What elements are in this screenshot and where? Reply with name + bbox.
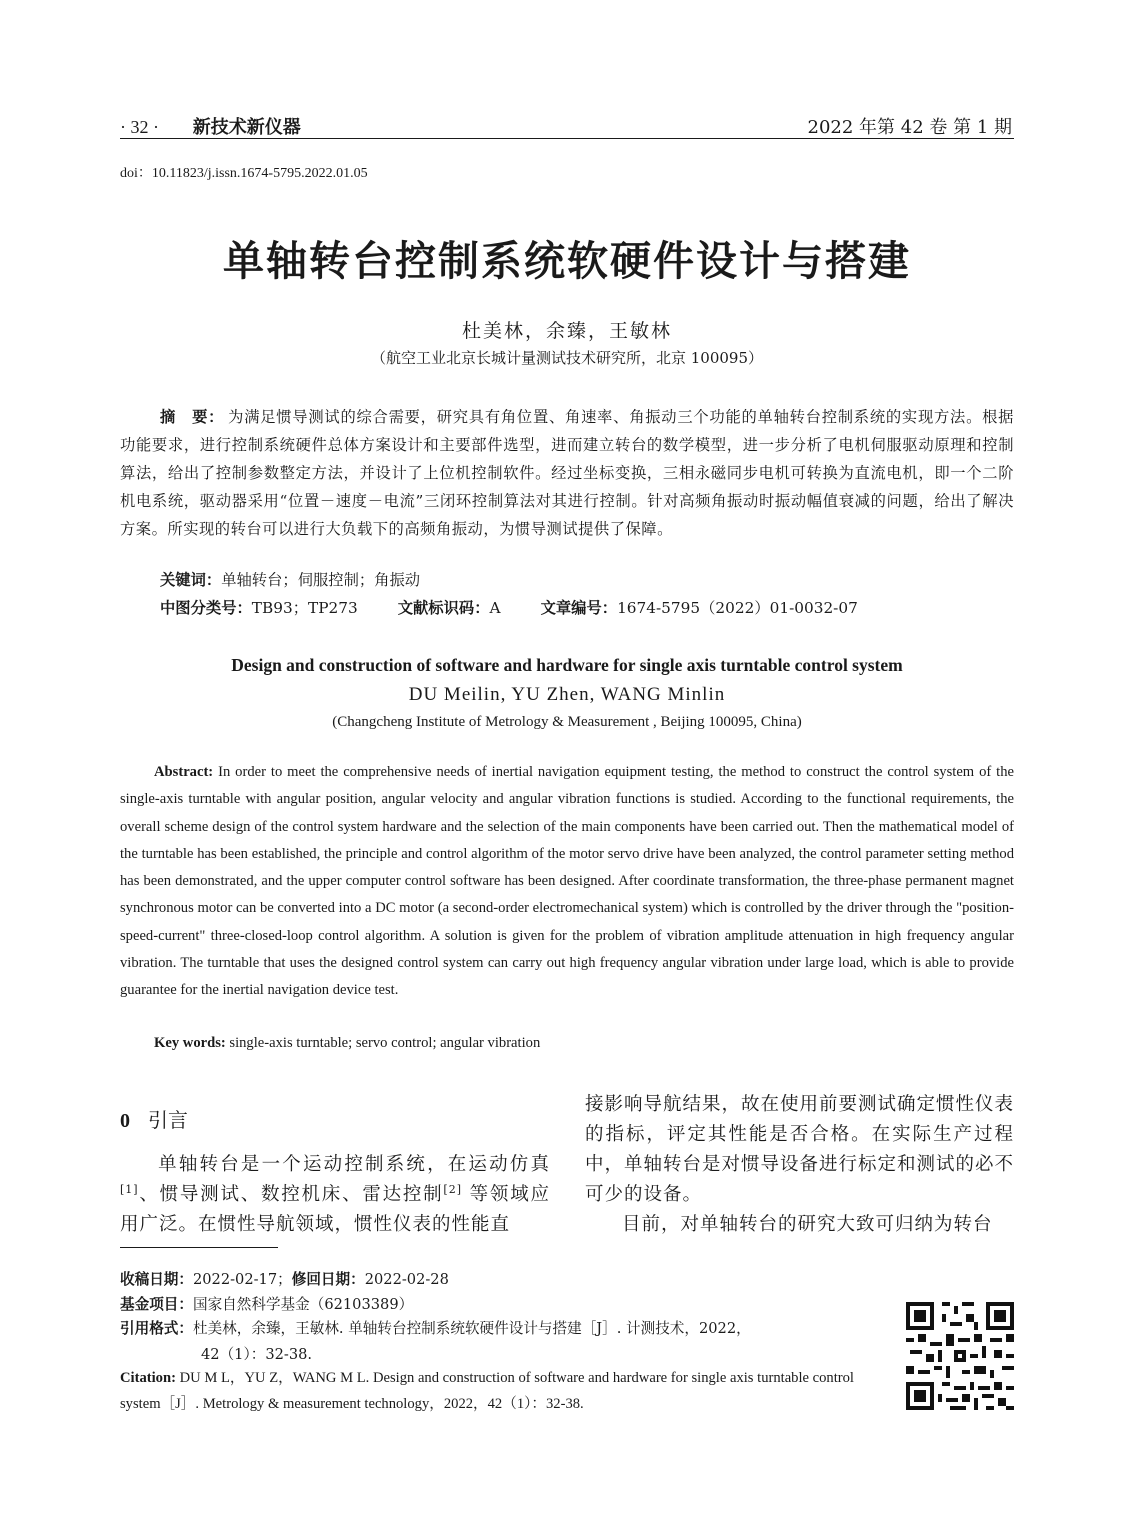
english-keywords [154,1035,540,1052]
paper-title: 单轴转台控制系统软硬件设计与搭建 [223,237,911,285]
cite-cn-label: 引用格式： [120,1320,193,1337]
chinese-abstract [120,403,1014,543]
english-title: Design and construction of software and hardware for single axis turntable control system [231,655,903,675]
body-column-right [585,1090,1014,1240]
keywords-text: 单轴转台；伺服控制；角振动 [221,571,421,589]
page-number: · 32 · [120,117,159,137]
footnote-rule [120,1247,278,1248]
citation-ref: [1] [120,1182,139,1196]
authors: 杜美林，余臻，王敏林 [461,320,672,342]
chinese-keywords [160,568,420,590]
abstract-label: 摘 要： [160,408,225,426]
footnote-fund [120,1293,413,1314]
article-number-value: 1674-5795（2022）01-0032-07 [617,599,858,617]
doc-code-value: A [489,599,501,617]
body-column-left [120,1150,550,1240]
body-text: 等领域应用广泛。在惯性导航领域，惯性仪表的性能直 [120,1184,550,1235]
doi: doi：10.11823/j.issn.1674-5795.2022.01.05 [120,166,368,181]
fund-label: 基金项目： [120,1296,193,1313]
citation-ref: [2] [443,1182,463,1196]
running-header-left [120,113,301,139]
revised-value: 2022-02-28 [364,1271,449,1288]
body-paragraph: 目前，对单轴转台的研究大致可归纳为转台 [622,1214,993,1235]
english-authors: DU Meilin, YU Zhen, WANG Minlin [408,684,726,705]
footnote-citation-cn [120,1316,880,1368]
fund-value: 国家自然科学基金（62103389） [192,1296,414,1313]
english-abstract [120,759,1014,1005]
footnote-citation-en [120,1365,880,1417]
english-keywords-label: Key words: [154,1035,226,1051]
journal-section-name: 新技术新仪器 [192,117,301,138]
body-text: 单轴转台是一个运动控制系统，在运动仿真 [157,1154,550,1175]
clc-label: 中图分类号： [160,599,252,617]
section-number: 0 [120,1110,130,1132]
affiliation: （航空工业北京长城计量测试技术研究所，北京 100095） [370,349,764,367]
section-title: 引言 [148,1108,188,1132]
doc-code-label: 文献标识码： [397,599,490,617]
footnote-dates [120,1268,449,1289]
header-rule [120,138,1014,139]
revised-label: 修回日期： [291,1271,365,1288]
body-paragraph: 接影响导航结果，故在使用前要测试确定惯性仪表的指标，评定其性能是否合格。在实际生产过程中，单轴转台是对惯导设备进行标定和测试的必不可少的设备。 [585,1094,1015,1205]
cite-cn-value-cont: 42（1）：32-38. [201,1346,313,1363]
issue-info: 2022 年第 42 卷 第 1 期 [807,117,1012,138]
classification-line [160,596,898,618]
qr-code-icon [906,1302,1014,1410]
cite-en-label: Citation: [120,1370,176,1386]
clc-value: TB93；TP273 [251,599,358,617]
received-label: 收稿日期： [120,1271,193,1288]
cite-cn-value: 杜美林，余臻，王敏林. 单轴转台控制系统软硬件设计与搭建［J］. 计测技术，2022， [192,1320,751,1337]
english-affiliation: (Changcheng Institute of Metrology & Measurement , Beijing 100095, China) [332,714,802,730]
abstract-text: 为满足惯导测试的综合需要，研究具有角位置、角速率、角振动三个功能的单轴转台控制系统的实现方法。根据功能要求，进行控制系统硬件总体方案设计和主要部件选型，进而建立转台的数学模型，进一步分析了电机伺服驱动原理和控制算法，给出了控制参数整定方法，并设计了上位机控制软件。经过坐标变换，三相永磁同步电机可转换为直流电机，即一个二阶机电系统，驱动器采用“位置－速度－电流”三闭环控制算法对其进行控制。针对高频角振动时振动幅值衰减的问题，给出了解决方案。所实现的转台可以进行大负载下的高频角振动，为惯导测试提供了保障。 [120,408,1014,538]
section-heading [120,1104,188,1133]
english-abstract-label: Abstract: [154,764,214,780]
keywords-label: 关键词： [160,571,222,589]
english-abstract-text: In order to meet the comprehensive needs of inertial navigation equipment testing, the method to construct the control system of the single-axis turntable with angular position, angular velocity and angular vibration functions is studied. According to the functional requirements, the overall scheme design of the control system hardware and the selection of the main components have been carried out. Then the mathematical model of the turntable has been established, the principle and control algorithm of the motor servo drive have been analyzed, the control parameter setting method has been demonstrated, and the upper computer control software has been designed. After coordinate transformation, the three-phase permanent magnet synchronous motor can be converted into a DC motor (a second-order electromechanical system) which is controlled by the driver through the "position-speed-current" three-closed-loop control algorithm. A solution is given for the problem of vibration amplitude attenuation in high frequency angular vibration. The turntable that uses the designed control system can carry out high frequency angular vibration under large load, which is able to provide guarantee for the inertial navigation device test. [120,764,1014,999]
received-value: 2022-02-17； [192,1271,292,1288]
body-text: 、惯导测试、数控机床、雷达控制 [138,1184,444,1205]
article-number-label: 文章编号： [540,599,618,617]
english-keywords-text: single-axis turntable; servo control; angular vibration [225,1035,541,1051]
cite-en-value: DU M L，YU Z，WANG M L. Design and construction of software and hardware for single axis turntable control system［J］. Metrology & measurement technology，2022，42（1）：32-38. [120,1370,854,1412]
